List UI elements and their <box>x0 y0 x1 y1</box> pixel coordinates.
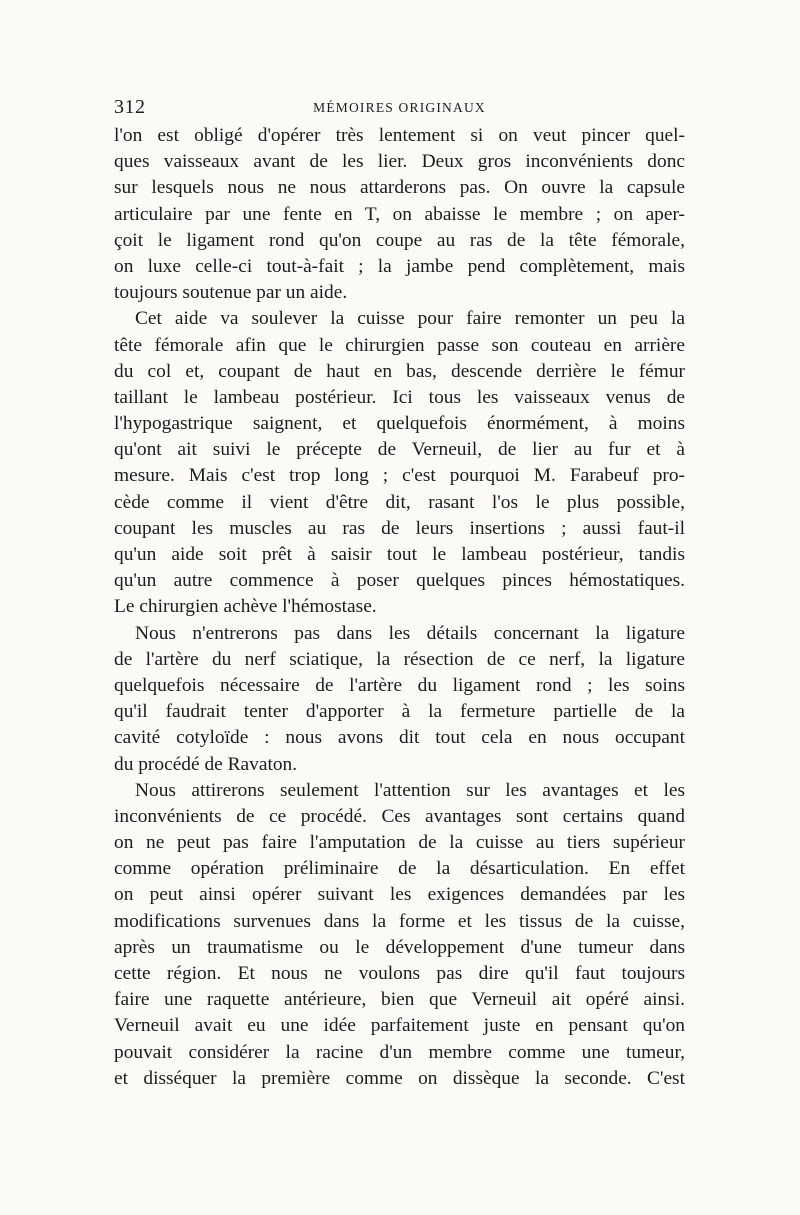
text-line: qu'un autre commence à poser quelques pinces hémostatiques. <box>114 570 685 592</box>
text-line: faire une raquette antérieure, bien que Verneuil ait opéré ainsi. <box>114 989 685 1011</box>
text-line: articulaire par une fente en T, on abaisse le membre ; on aper- <box>114 203 685 225</box>
text-line: cette région. Et nous ne voulons pas dire qu'il faut toujours <box>114 963 685 984</box>
text-line: Nous attirerons seulement l'attention sur les avantages et les <box>135 779 685 801</box>
text-line: l'hypogastrique saignent, et quelquefois énormément, à moins <box>114 413 685 435</box>
text-line: cavité cotyloïde : nous avons dit tout cela en nous occupant <box>114 727 685 749</box>
text-line: Le chirurgien achève l'hémostase. <box>114 596 377 618</box>
book-page <box>114 96 685 1092</box>
text-line: ques vaisseaux avant de les lier. Deux gros inconvénients donc <box>114 151 685 173</box>
text-line: comme opération préliminaire de la désarticulation. En effet <box>114 858 685 880</box>
text-line: sur lesquels nous ne nous attarderons pas. On ouvre la capsule <box>114 177 685 199</box>
text-line: on ne peut pas faire l'amputation de la cuisse au tiers supérieur <box>114 832 685 854</box>
text-line: modifications survenues dans la forme et les tissus de la cuisse, <box>114 910 685 932</box>
running-header <box>114 96 685 120</box>
text-line: çoit le ligament rond qu'on coupe au ras de la tête fémorale, <box>114 229 685 251</box>
text-line: Cet aide va soulever la cuisse pour faire remonter un peu la <box>135 308 685 330</box>
text-line: qu'un aide soit prêt à saisir tout le lambeau postérieur, tandis <box>114 544 685 565</box>
body-text <box>114 123 685 1092</box>
text-line: l'on est obligé d'opérer très lentement si on veut pincer quel- <box>114 125 685 146</box>
text-line: pouvait considérer la racine d'un membre comme une tumeur, <box>114 1041 685 1063</box>
text-line: on peut ainsi opérer suivant les exigences demandées par les <box>114 884 685 906</box>
text-line: de l'artère du nerf sciatique, la résection de ce nerf, la ligature <box>114 648 685 670</box>
text-line: quelquefois nécessaire de l'artère du ligament rond ; les soins <box>114 674 685 696</box>
text-line: toujours soutenue par un aide. <box>114 282 348 304</box>
text-line: et disséquer la première comme on dissèque la seconde. C'est <box>114 1067 685 1089</box>
running-title: MÉMOIRES ORIGINAUX <box>313 100 486 115</box>
text-line: du col et, coupant de haut en bas, descende derrière le fémur <box>114 360 685 382</box>
text-line: Nous n'entrerons pas dans les détails concernant la ligature <box>135 622 685 644</box>
text-line: coupant les muscles au ras de leurs insertions ; aussi faut-il <box>114 517 685 539</box>
text-line: après un traumatisme ou le développement d'une tumeur dans <box>114 936 685 958</box>
text-line: tête fémorale afin que le chirurgien passe son couteau en arrière <box>114 334 685 356</box>
text-line: on luxe celle-ci tout-à-fait ; la jambe pend complètement, mais <box>114 255 685 277</box>
text-line: du procédé de Ravaton. <box>114 753 298 775</box>
text-line: cède comme il vient d'être dit, rasant l'os le plus possible, <box>114 491 685 513</box>
text-line: mesure. Mais c'est trop long ; c'est pourquoi M. Farabeuf pro- <box>114 465 685 487</box>
page-number: 312 <box>114 96 146 118</box>
text-line: qu'il faudrait tenter d'apporter à la fermeture partielle de la <box>114 701 685 723</box>
text-line: inconvénients de ce procédé. Ces avantages sont certains quand <box>114 805 685 827</box>
text-line: qu'ont ait suivi le précepte de Verneuil, de lier au fur et à <box>114 439 685 461</box>
text-line: Verneuil avait eu une idée parfaitement juste en pensant qu'on <box>114 1015 685 1037</box>
text-line: taillant le lambeau postérieur. Ici tous les vaisseaux venus de <box>114 386 685 408</box>
